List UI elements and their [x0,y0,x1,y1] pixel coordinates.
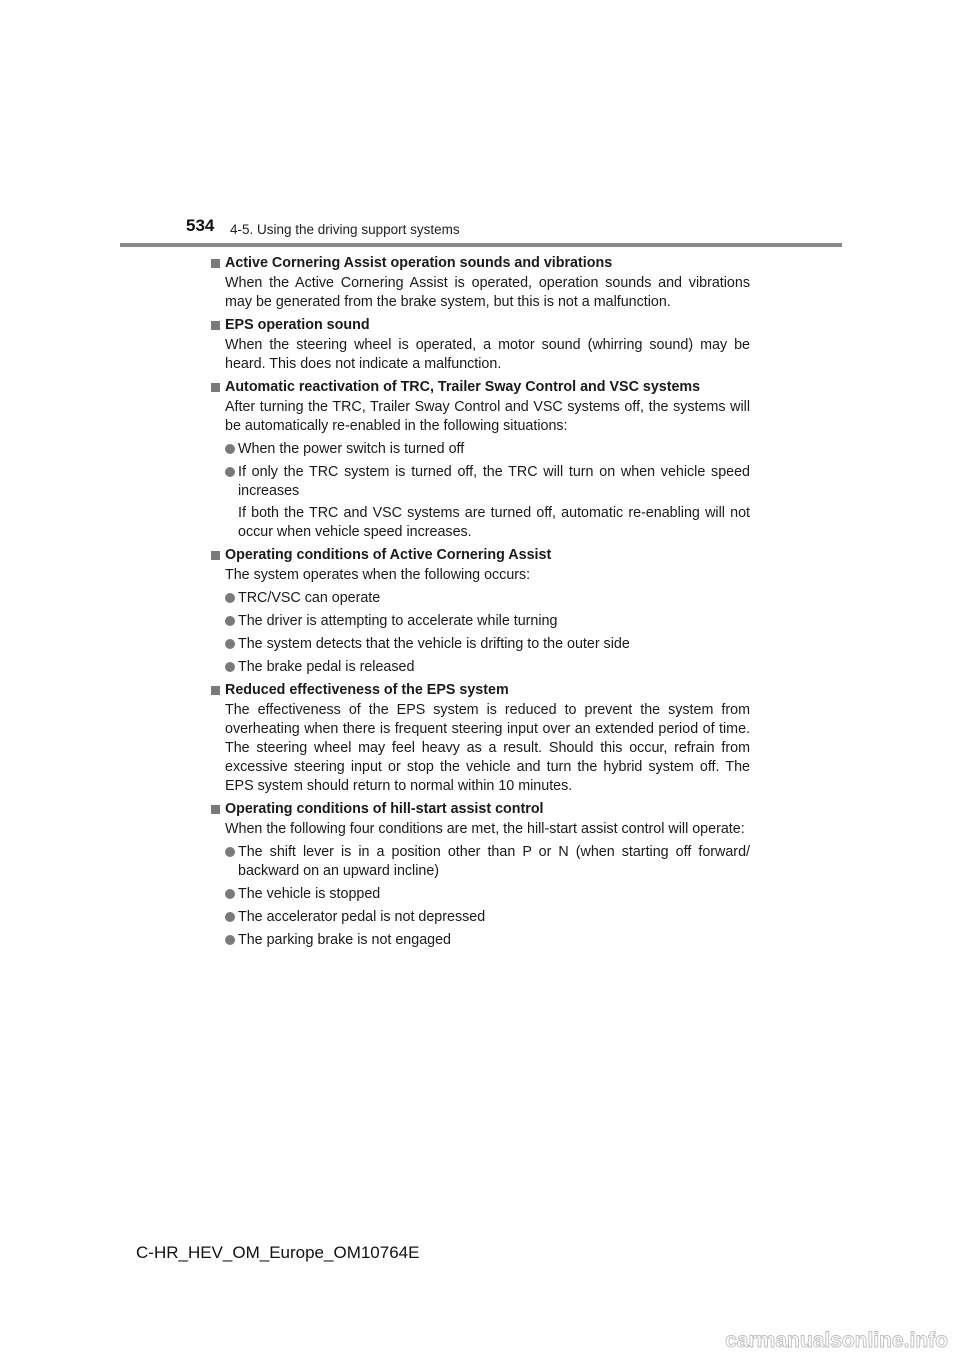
watermark-text: carmanualsonline.info [725,1329,948,1352]
round-bullet-icon [225,935,235,945]
list-item-text: The accelerator pedal is not depressed [238,909,486,925]
list-item-text: The parking brake is not engaged [238,932,452,948]
square-bullet-icon [211,259,220,268]
list-item [210,463,750,501]
list-item-text: The brake pedal is released [238,659,415,675]
list-item [210,885,750,904]
section-auto-reactivation [210,378,750,542]
section-body: The effectiveness of the EPS system is reduced to prevent the system from overheating when there is frequent steering input over an extended period of time. The steering wheel may feel heavy as a result. Should this occur, refrain from excessive steering input or stop the vehicle and turn the hybrid system off. The EPS system should return to normal within 10 minutes. [225,702,750,794]
list-item [210,843,750,881]
list-item [210,635,750,654]
square-bullet-icon [211,383,220,392]
section-body: When the following four conditions are met, the hill-start assist control will operate: [225,821,745,837]
section-eps-reduced [210,681,750,796]
list-item-text: If only the TRC system is turned off, the TRC will turn on when vehicle speed increases [238,464,750,499]
section-body: The system operates when the following occurs: [225,567,531,583]
section-body: When the Active Cornering Assist is operated, operation sounds and vibrations may be generated from the brake system, but this is not a malfunction. [225,275,750,310]
round-bullet-icon [225,467,235,477]
round-bullet-icon [225,847,235,857]
document-code: C-HR_HEV_OM_Europe_OM10764E [136,1243,420,1262]
round-bullet-icon [225,444,235,454]
section-heading: Active Cornering Assist operation sounds and vibrations [225,255,613,271]
list-item [210,612,750,631]
square-bullet-icon [211,321,220,330]
section-cornering-conditions [210,546,750,677]
list-item-text: The driver is attempting to accelerate while turning [238,613,558,629]
section-cornering-sounds [210,254,750,312]
page-number: 534 [186,216,215,235]
list-item-text: The shift lever is in a position other than P or N (when starting off forward/ backward on an upward incline) [238,844,750,879]
section-heading: Reduced effectiveness of the EPS system [225,682,509,698]
square-bullet-icon [211,686,220,695]
square-bullet-icon [211,551,220,560]
page-content [210,254,750,954]
list-item [210,658,750,677]
section-heading: Operating conditions of hill-start assist control [225,801,544,817]
round-bullet-icon [225,593,235,603]
section-heading: EPS operation sound [225,317,370,333]
section-heading: Automatic reactivation of TRC, Trailer Sway Control and VSC systems [225,379,701,395]
list-item-text: When the power switch is turned off [238,441,465,457]
section-eps-sound [210,316,750,374]
list-item [210,931,750,950]
round-bullet-icon [225,662,235,672]
list-item-text: The system detects that the vehicle is drifting to the outer side [238,636,630,652]
section-hill-start [210,800,750,950]
watermark-logo [702,1326,952,1352]
square-bullet-icon [211,805,220,814]
list-item [210,440,750,459]
header-rule [120,243,842,247]
list-item-text: The vehicle is stopped [238,886,381,902]
round-bullet-icon [225,912,235,922]
round-bullet-icon [225,639,235,649]
round-bullet-icon [225,616,235,626]
section-heading: Operating conditions of Active Cornering Assist [225,547,552,563]
list-item [210,589,750,608]
list-item-note: If both the TRC and VSC systems are turned off, automatic re-enabling will not occur when vehicle speed increases. [238,505,750,540]
section-body: When the steering wheel is operated, a motor sound (whirring sound) may be heard. This does not indicate a malfunction. [225,337,750,372]
list-item-text: TRC/VSC can operate [238,590,381,606]
section-body: After turning the TRC, Trailer Sway Control and VSC systems off, the systems will be automatically re-enabled in the following situations: [225,399,750,434]
round-bullet-icon [225,889,235,899]
list-item [210,908,750,927]
section-title: 4-5. Using the driving support systems [230,222,460,237]
